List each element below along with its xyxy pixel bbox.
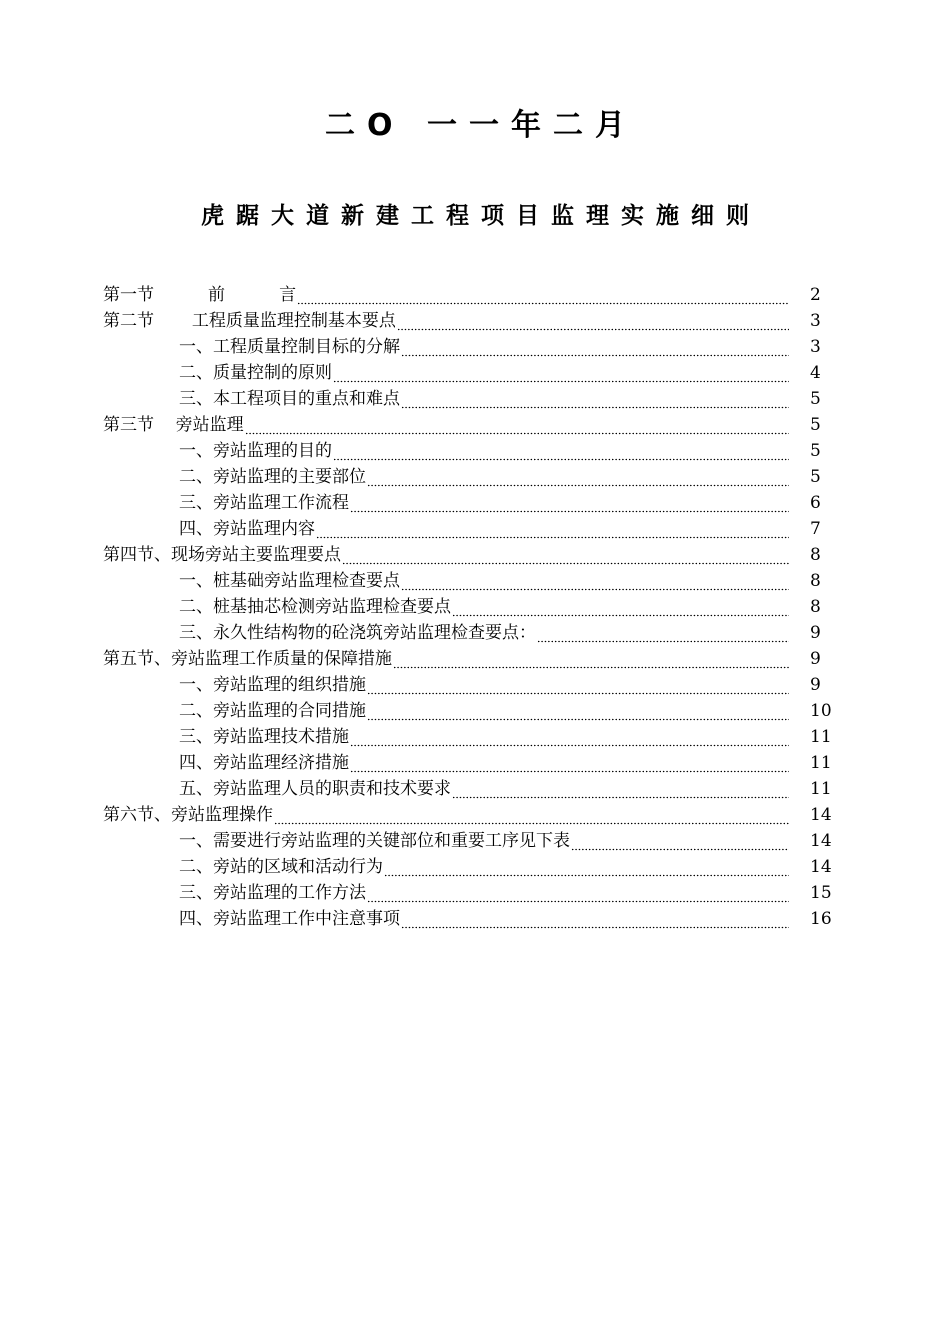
toc-entry-title: 第三节 旁站监理 xyxy=(103,415,244,435)
toc-dot-leader xyxy=(274,805,789,825)
toc-dot-leader xyxy=(367,467,789,487)
toc-entry[interactable] xyxy=(103,646,843,672)
toc-entry[interactable] xyxy=(103,282,843,308)
toc-entry[interactable] xyxy=(103,464,843,490)
toc-entry-title: 二、质量控制的原则 xyxy=(179,363,332,383)
toc-entry-line xyxy=(103,412,789,438)
toc-entry-line xyxy=(103,646,789,672)
toc-entry[interactable] xyxy=(103,594,843,620)
toc-entry-title: 一、桩基础旁站监理检查要点 xyxy=(179,571,400,591)
toc-dot-leader xyxy=(401,337,789,357)
toc-entry[interactable] xyxy=(103,724,843,750)
toc-dot-leader xyxy=(452,779,789,799)
toc-entry-title: 三、旁站监理的工作方法 xyxy=(179,883,366,903)
toc-dot-leader xyxy=(537,623,789,643)
toc-dot-leader xyxy=(350,493,789,513)
toc-entry-title: 第二节 工程质量监理控制基本要点 xyxy=(103,311,396,331)
toc-entry[interactable] xyxy=(103,776,843,802)
toc-entry-line xyxy=(179,906,789,932)
toc-entry-line xyxy=(179,386,789,412)
toc-entry[interactable] xyxy=(103,802,843,828)
toc-entry[interactable] xyxy=(103,880,843,906)
toc-entry-title: 四、旁站监理工作中注意事项 xyxy=(179,909,400,929)
toc-entry-line xyxy=(179,776,789,802)
toc-dot-leader xyxy=(297,285,789,305)
toc-page-number: 3 xyxy=(810,337,821,357)
toc-page-number: 9 xyxy=(810,649,821,669)
toc-entry-line xyxy=(179,360,789,386)
toc-entry-line xyxy=(179,464,789,490)
toc-entry-line xyxy=(179,594,789,620)
toc-dot-leader xyxy=(571,831,789,851)
toc-entry-line xyxy=(103,282,789,308)
toc-entry[interactable] xyxy=(103,360,843,386)
toc-dot-leader xyxy=(367,675,789,695)
document-date: 二O 一一年二月 xyxy=(325,108,637,143)
toc-page-number: 14 xyxy=(810,805,832,825)
toc-entry[interactable] xyxy=(103,438,843,464)
toc-page-number: 8 xyxy=(810,545,821,565)
document-title: 虎踞大道新建工程项目监理实施细则 xyxy=(201,203,761,229)
toc-dot-leader xyxy=(367,701,789,721)
toc-page-number: 11 xyxy=(810,753,832,773)
toc-dot-leader xyxy=(401,571,789,591)
toc-entry-title: 第四节、现场旁站主要监理要点 xyxy=(103,545,341,565)
toc-dot-leader xyxy=(397,311,789,331)
toc-dot-leader xyxy=(393,649,789,669)
toc-entry-title: 一、需要进行旁站监理的关键部位和重要工序见下表 xyxy=(179,831,570,851)
toc-entry-title: 五、旁站监理人员的职责和技术要求 xyxy=(179,779,451,799)
toc-entry-title: 一、旁站监理的目的 xyxy=(179,441,332,461)
toc-entry[interactable] xyxy=(103,854,843,880)
toc-dot-leader xyxy=(245,415,789,435)
toc-page-number: 16 xyxy=(810,909,832,929)
toc-entry[interactable] xyxy=(103,568,843,594)
toc-entry-title: 二、桩基抽芯检测旁站监理检查要点 xyxy=(179,597,451,617)
toc-entry-title: 第一节 前 言 xyxy=(103,285,297,305)
toc-page-number: 5 xyxy=(810,441,821,461)
toc-entry-title: 第六节、旁站监理操作 xyxy=(103,805,273,825)
toc-page-number: 9 xyxy=(810,623,821,643)
toc-entry-line xyxy=(179,490,789,516)
toc-page-number: 6 xyxy=(810,493,821,513)
toc-entry[interactable] xyxy=(103,750,843,776)
toc-dot-leader xyxy=(401,389,789,409)
toc-entry-line xyxy=(103,308,789,334)
toc-entry-line xyxy=(179,672,789,698)
toc-page-number: 7 xyxy=(810,519,821,539)
toc-entry[interactable] xyxy=(103,412,843,438)
toc-entry-line xyxy=(179,854,789,880)
toc-entry-title: 三、旁站监理工作流程 xyxy=(179,493,349,513)
toc-page-number: 15 xyxy=(810,883,832,903)
toc-dot-leader xyxy=(384,857,789,877)
toc-entry-title: 一、旁站监理的组织措施 xyxy=(179,675,366,695)
toc-page-number: 10 xyxy=(810,701,832,721)
toc-dot-leader xyxy=(350,753,789,773)
toc-entry-line xyxy=(179,724,789,750)
toc-entry-line xyxy=(103,542,789,568)
toc-entry[interactable] xyxy=(103,698,843,724)
toc-entry-line xyxy=(179,828,789,854)
toc-entry-title: 一、工程质量控制目标的分解 xyxy=(179,337,400,357)
toc-entry-title: 二、旁站监理的主要部位 xyxy=(179,467,366,487)
toc-entry-title: 四、旁站监理经济措施 xyxy=(179,753,349,773)
toc-entry-line xyxy=(179,334,789,360)
toc-entry-line xyxy=(103,802,789,828)
toc-entry-line xyxy=(179,438,789,464)
toc-entry[interactable] xyxy=(103,672,843,698)
toc-entry-title: 四、旁站监理内容 xyxy=(179,519,315,539)
toc-page-number: 8 xyxy=(810,571,821,591)
toc-dot-leader xyxy=(452,597,789,617)
toc-page-number: 5 xyxy=(810,389,821,409)
toc-page-number: 8 xyxy=(810,597,821,617)
toc-entry[interactable] xyxy=(103,308,843,334)
toc-entry[interactable] xyxy=(103,334,843,360)
toc-entry-line xyxy=(179,880,789,906)
toc-dot-leader xyxy=(367,883,789,903)
toc-entry[interactable] xyxy=(103,490,843,516)
toc-page-number: 5 xyxy=(810,415,821,435)
toc-entry-title: 二、旁站的区域和活动行为 xyxy=(179,857,383,877)
toc-page-number: 2 xyxy=(810,285,821,305)
toc-entry-line xyxy=(179,516,789,542)
toc-dot-leader xyxy=(342,545,789,565)
toc-page-number: 3 xyxy=(810,311,821,331)
toc-entry-line xyxy=(179,620,789,646)
toc-page-number: 11 xyxy=(810,779,832,799)
toc-dot-leader xyxy=(333,363,789,383)
toc-entry-title: 三、旁站监理技术措施 xyxy=(179,727,349,747)
toc-dot-leader xyxy=(401,909,789,929)
toc-entry[interactable] xyxy=(103,828,843,854)
toc-entry-line xyxy=(179,568,789,594)
toc-entry[interactable] xyxy=(103,516,843,542)
toc-page-number: 4 xyxy=(810,363,821,383)
toc-page-number: 9 xyxy=(810,675,821,695)
toc-page-number: 5 xyxy=(810,467,821,487)
toc-dot-leader xyxy=(333,441,789,461)
toc-page-number: 14 xyxy=(810,857,832,877)
toc-entry-title: 第五节、旁站监理工作质量的保障措施 xyxy=(103,649,392,669)
toc-entry-line xyxy=(179,750,789,776)
toc-entry-title: 二、旁站监理的合同措施 xyxy=(179,701,366,721)
table-of-contents xyxy=(103,282,843,932)
toc-entry[interactable] xyxy=(103,906,843,932)
toc-entry[interactable] xyxy=(103,620,843,646)
toc-entry-title: 三、永久性结构物的砼浇筑旁站监理检查要点： xyxy=(179,623,536,643)
toc-entry[interactable] xyxy=(103,386,843,412)
toc-entry-line xyxy=(179,698,789,724)
toc-page-number: 11 xyxy=(810,727,832,747)
toc-dot-leader xyxy=(316,519,789,539)
toc-page-number: 14 xyxy=(810,831,832,851)
toc-entry[interactable] xyxy=(103,542,843,568)
toc-entry-title: 三、本工程项目的重点和难点 xyxy=(179,389,400,409)
toc-dot-leader xyxy=(350,727,789,747)
